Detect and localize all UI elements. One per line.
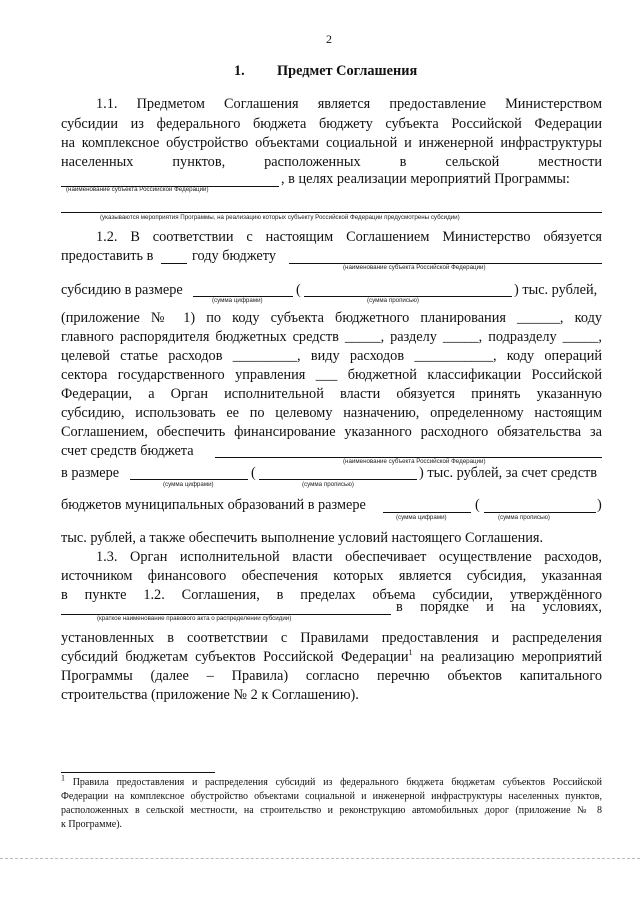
section-number: 1. [234,63,245,79]
p13-line8: строительства (приложение № 2 к Соглашению). [61,687,359,703]
p13-line2: источником финансового обеспечения которых является субсидия, указанная [61,568,602,584]
footnote-line2: Федерации на комплексное обустройство объектами социальной и инженерной инфраструктуры населенных пунктов, [61,791,602,802]
p12-line7: сектора государственного управления ___ бюджетной классификации Российской [61,367,602,383]
p12-line11: счет средств бюджета [61,443,194,459]
p12-line3b: ( [296,282,301,298]
caption-subject: (наименование субъекта Российской Федерации) [343,264,486,271]
measures-blank [61,212,602,213]
caption-digits-3: (сумма цифрами) [396,514,447,521]
p12-line12c: ) тыс. рублей, за счет средств [419,465,598,481]
p13-line5: установленных в соответствии с Правилами предоставления и распределения [61,630,602,646]
p11-line2: субсидии из федерального бюджета бюджету субъекта Российской Федерации [61,116,602,132]
p11-line3: на комплексное обустройство объектами социальной и инженерной инфраструктуры [61,135,602,151]
p12-line12a: в размере [61,465,120,481]
footnote-line3: расположенных в сельской местности, на строительство и реконструкцию автомобильных дорог (приложение № 8 [61,805,602,816]
p12-line4: (приложение № 1) по коду субъекта бюджетного планирования ______, коду [61,310,602,326]
p11-line5: , в целях реализации мероприятий Программы: [281,171,570,187]
footnote-mark: 1 [61,773,65,783]
caption-digits-2: (сумма цифрами) [163,481,214,488]
p13-line3: в пункте 1.2. Соглашения, в пределах объема субсидии, утверждённого [61,587,602,603]
caption-digits: (сумма цифрами) [212,297,263,304]
caption-words: (сумма прописью) [367,297,419,304]
sum-words-blank-2 [259,479,417,480]
p12-line8: Федерации, а Орган исполнительной власти обязуется принять указанную [61,386,602,402]
section-title: Предмет Соглашения [277,63,418,79]
footnote-line1: $^1$ Правила предоставления и распределения субсидий из федерального бюджета бюджетам субъектов Российской [61,773,602,788]
page-edge-divider [0,858,640,859]
footnote-line4: к Программе). [61,819,123,830]
p12-line2a: предоставить в [61,248,154,264]
p12-line1: 1.2. В соответствии с настоящим Соглашением Министерство обязуется [96,229,602,245]
p13-line7: Программы (далее – Правила) согласно перечню объектов капитального [61,668,602,684]
p12-line13c: ) [597,497,602,513]
p13-line6: субсидий бюджетам субъектов Российской Федерации$^1$ на реализацию мероприятий [61,648,602,665]
p12-line13b: ( [475,497,480,513]
sum-words-blank-3 [484,512,596,513]
p12-line3c: ) тыс. рублей, [514,282,598,298]
page-number: 2 [326,32,332,46]
footnote-ref[interactable]: 1 [408,648,413,658]
sum-digits-blank-2 [130,479,248,480]
p12-line2b: году бюджету [192,248,276,264]
p13-line4: в порядке и на условиях, [396,599,602,615]
caption-budget: (наименование субъекта Российской Федерации) [343,458,486,465]
p12-line3a: субсидию в размере [61,282,183,298]
p12-line10: Соглашением, обеспечить финансирование указанного расходного обязательства за [61,424,602,440]
p11-line1: 1.1. Предметом Соглашения является предоставление Министерством [96,96,602,112]
p12-line6: целевой статье расходов _________, виду расходов ___________, коду операций [61,348,602,364]
p12-line9: субсидию, использовать ее по целевому назначению, определенному настоящим [61,405,602,421]
caption-words-2: (сумма прописью) [302,481,354,488]
year-blank [161,263,187,264]
caption-measures: (указываются мероприятия Программы, на реализацию которых субъекту Российской Федерации предусмотрены субсидии) [100,214,460,221]
caption-subject-name: (наименование субъекта Российской Федерации) [66,186,209,193]
p13-line1: 1.3. Орган исполнительной власти обеспечивает осуществление расходов, [96,549,602,565]
caption-words-3: (сумма прописью) [498,514,550,521]
p12-line14: тыс. рублей, а также обеспечить выполнение условий настоящего Соглашения. [61,530,544,546]
p12-line13a: бюджетов муниципальных образований в размере [61,497,366,513]
footnote-separator [61,772,215,773]
p12-line12b: ( [251,465,256,481]
sum-digits-blank-3 [383,512,471,513]
p11-line4: населенных пунктов, расположенных в сельской местности [61,154,602,170]
caption-legal-act: (краткое наименование правового акта о распределении субсидии) [97,615,292,622]
p12-line5: главного распорядителя бюджетных средств _____, разделу _____, подразделу _____, [61,329,602,345]
